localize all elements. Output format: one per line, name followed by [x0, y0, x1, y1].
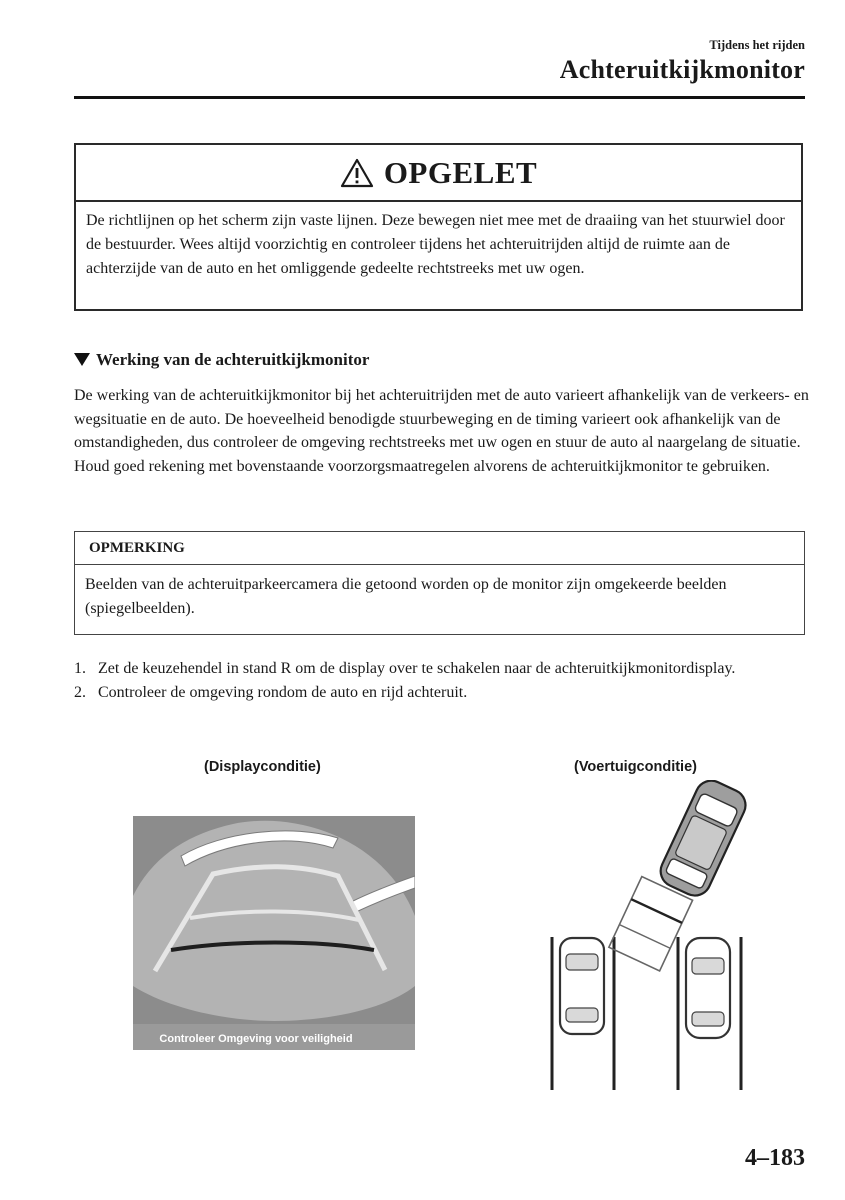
page-number: 4–183	[745, 1145, 805, 1171]
caution-header	[76, 145, 801, 202]
step-list	[74, 657, 809, 704]
header-divider	[74, 96, 805, 99]
step-text: Controleer de omgeving rondom de auto en rijd achteruit.	[98, 683, 468, 701]
caution-title: OPGELET	[383, 154, 538, 190]
display-overlay-text: Controleer Omgeving voor veiligheid	[159, 1033, 353, 1045]
parked-car-right	[686, 938, 730, 1038]
section-paragraph: Houd goed rekening met bovenstaande voorzorgsmaatregelen alvorens de achteruitkijkmonitor te gebruiken.	[74, 457, 770, 475]
step-item	[74, 657, 809, 681]
step-number: 2.	[74, 683, 86, 701]
step-number: 1.	[74, 660, 86, 677]
header-section-label: Tijdens het rijden	[709, 38, 805, 52]
warning-triangle-icon	[340, 158, 374, 188]
note-box	[74, 531, 805, 635]
note-title: OPMERKING	[75, 532, 804, 565]
display-caption: (Displayconditie)	[204, 759, 321, 775]
vehicle-parking-illustration	[540, 780, 760, 1090]
section-heading-text: Werking van de achteruitkijkmonitor	[96, 350, 370, 369]
section-paragraph: De werking van de achteruitkijkmonitor bij het achteruitrijden met de auto varieert afhankelijk van de verkeers- en wegsituatie en de auto. De hoeveelheid benodigde stuurbeweging en de timing varieert ook afhankelijk van de omstandigheden, dus controleer de omgeving rechtstreeks met uw ogen en stuur de auto al naargelang de situatie.	[74, 387, 809, 451]
caution-box	[74, 143, 803, 311]
section-body	[74, 384, 809, 478]
monitor-display-illustration	[133, 816, 415, 1050]
reversing-car	[655, 780, 750, 901]
section-heading	[74, 350, 369, 370]
step-text: Zet de keuzehendel in stand R om de display over te schakelen naar de achteruitkijkmonitordisplay.	[98, 660, 736, 677]
down-triangle-icon	[74, 353, 90, 366]
note-text: Beelden van de achteruitparkeercamera die getoond worden op de monitor zijn omgekeerde beelden (spiegelbeelden).	[85, 576, 727, 617]
parked-car-left	[560, 938, 604, 1034]
page-title: Achteruitkijkmonitor	[559, 55, 805, 84]
vehicle-caption: (Voertuigconditie)	[574, 759, 697, 775]
step-item	[74, 681, 809, 705]
caution-text: De richtlijnen op het scherm zijn vaste lijnen. Deze bewegen niet mee met de draaiing van het stuurwiel door de bestuurder. Wees altijd voorzichtig en controleer tijdens het achteruitrijden altijd de ruimte aan de achterzijde van de auto en het omliggende gedeelte rechtstreeks met uw ogen.	[86, 212, 785, 277]
